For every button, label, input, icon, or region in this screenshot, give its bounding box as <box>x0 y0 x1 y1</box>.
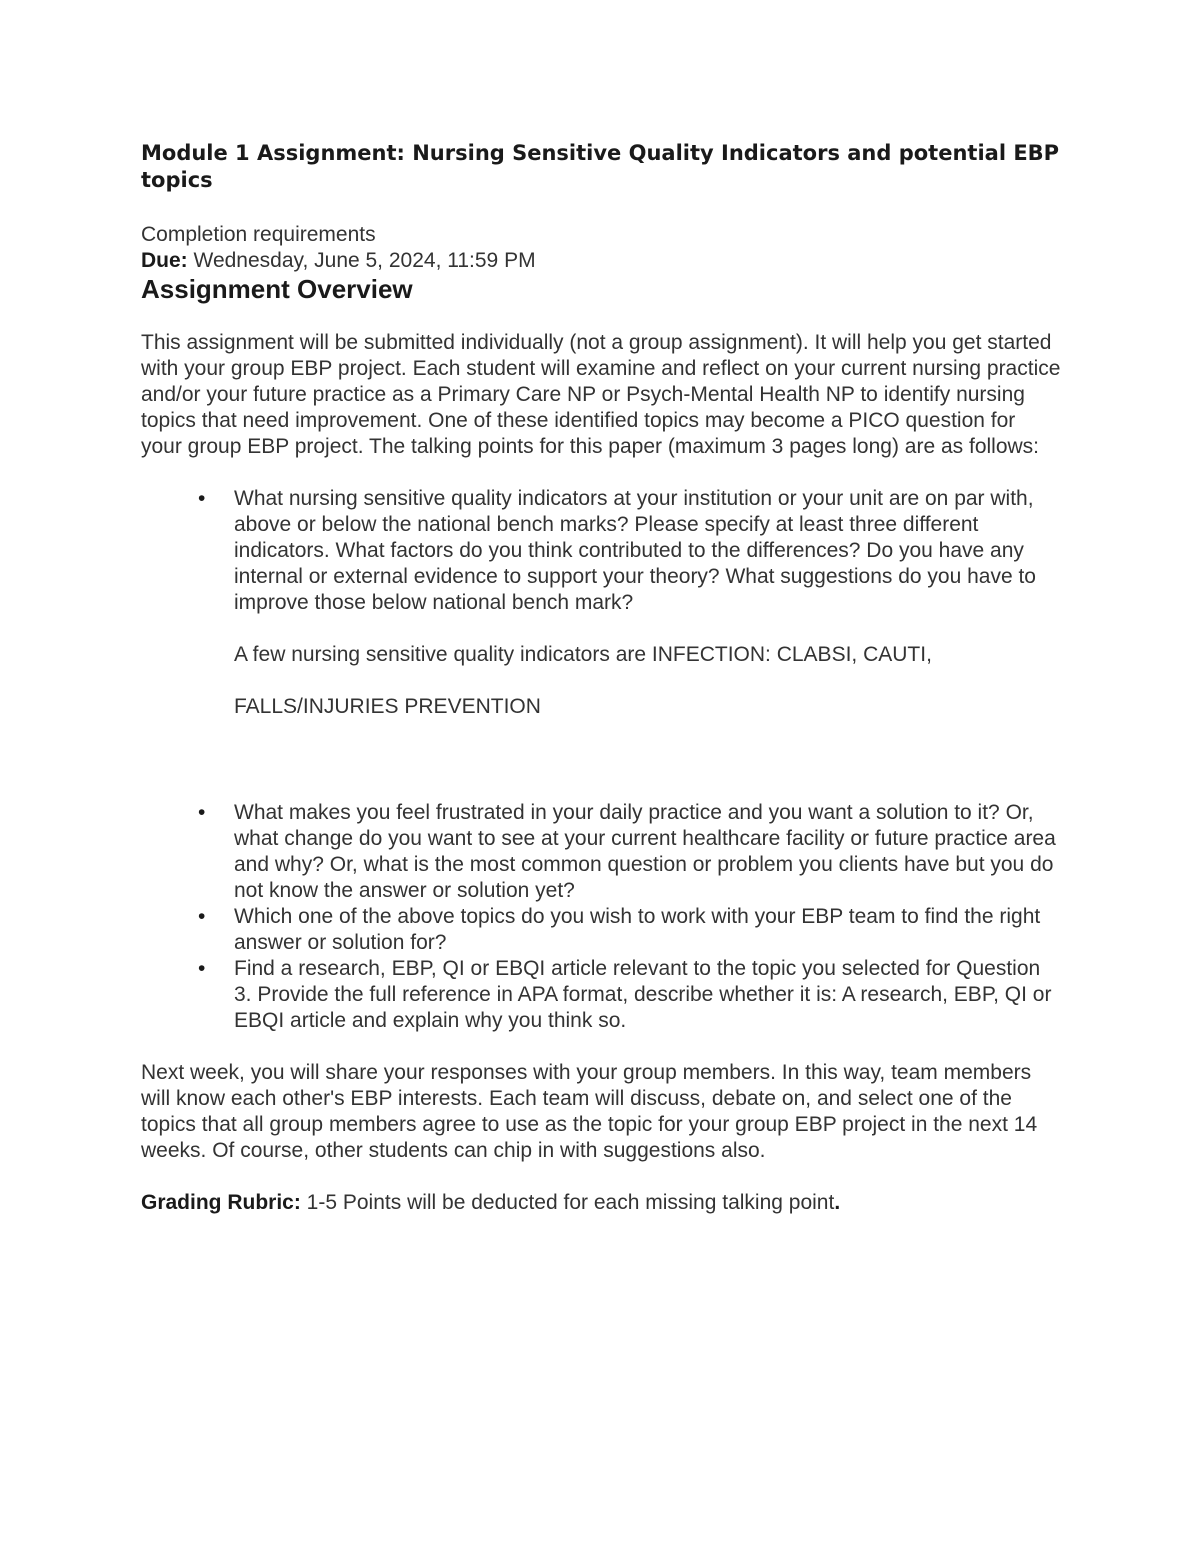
grading-rubric <box>141 1190 1061 1216</box>
spacer <box>234 720 1061 800</box>
talking-points-list <box>198 486 1061 1034</box>
rubric-label: Grading Rubric: <box>141 1191 301 1214</box>
indicator-note: A few nursing sensitive quality indicators are INFECTION: CLABSI, CAUTI, <box>234 643 932 666</box>
list-item-text: Find a research, EBP, QI or EBQI article relevant to the topic you selected for Question 3. Provide the full reference in APA format, describe whether it is: A research, EBP, QI or EBQI article and explain why you think so. <box>234 957 1052 1032</box>
list-item <box>198 486 1061 800</box>
next-week-paragraph: Next week, you will share your responses with your group members. In this way, team members will know each other's EBP interests. Each team will discuss, debate on, and select one of the topics that all group members agree to use as the topic for your group EBP project in the next 14 weeks. Of course, other students can chip in with suggestions also. <box>141 1061 1038 1162</box>
due-value: Wednesday, June 5, 2024, 11:59 PM <box>187 249 536 272</box>
rubric-text: 1-5 Points will be deducted for each missing talking point <box>300 1191 835 1214</box>
intro-paragraph: This assignment will be submitted individually (not a group assignment). It will help you get started with your group EBP project. Each student will examine and reflect on your current nursing practice and/or your future practice as a Primary Care NP or Psych-Mental Health NP to identify nursing topics that need improvement. One of these identified topics may become a PICO question for your group EBP project. The talking points for this paper (maximum 3 pages long) are as follows: <box>141 331 1061 458</box>
list-item-text: What nursing sensitive quality indicators at your institution or your unit are on par with, above or below the national bench marks? Please specify at least three different indicators. What factors do you think contributed to the differences? Do you have any internal or external evidence to support your theory? What suggestions do you have to improve those below national bench mark? <box>234 487 1036 614</box>
list-item-text: What makes you feel frustrated in your daily practice and you want a solution to it? Or, what change do you want to see at your current healthcare facility or future practice area and why? Or, what is the most common question or problem you clients have but you do not know the answer or solution yet? <box>234 801 1056 902</box>
bullet-icon: • <box>198 905 206 928</box>
bullet-icon: • <box>198 801 206 824</box>
assignment-title: Module 1 Assignment: Nursing Sensitive Quality Indicators and potential EBP topics <box>141 141 1060 192</box>
rubric-period: . <box>834 1191 841 1214</box>
due-label: Due: <box>141 249 188 272</box>
bullet-icon: • <box>198 957 206 980</box>
document-page <box>141 140 1061 1216</box>
due-date-line <box>141 248 1061 274</box>
list-item <box>198 800 1061 904</box>
completion-requirements: Completion requirements <box>141 223 376 246</box>
list-item <box>198 956 1061 1034</box>
list-item-text: Which one of the above topics do you wish to work with your EBP team to find the right answer or solution for? <box>234 905 1041 954</box>
overview-heading: Assignment Overview <box>141 274 413 304</box>
bullet-icon: • <box>198 487 206 510</box>
indicator-note: FALLS/INJURIES PREVENTION <box>234 695 541 718</box>
list-item <box>198 904 1061 956</box>
